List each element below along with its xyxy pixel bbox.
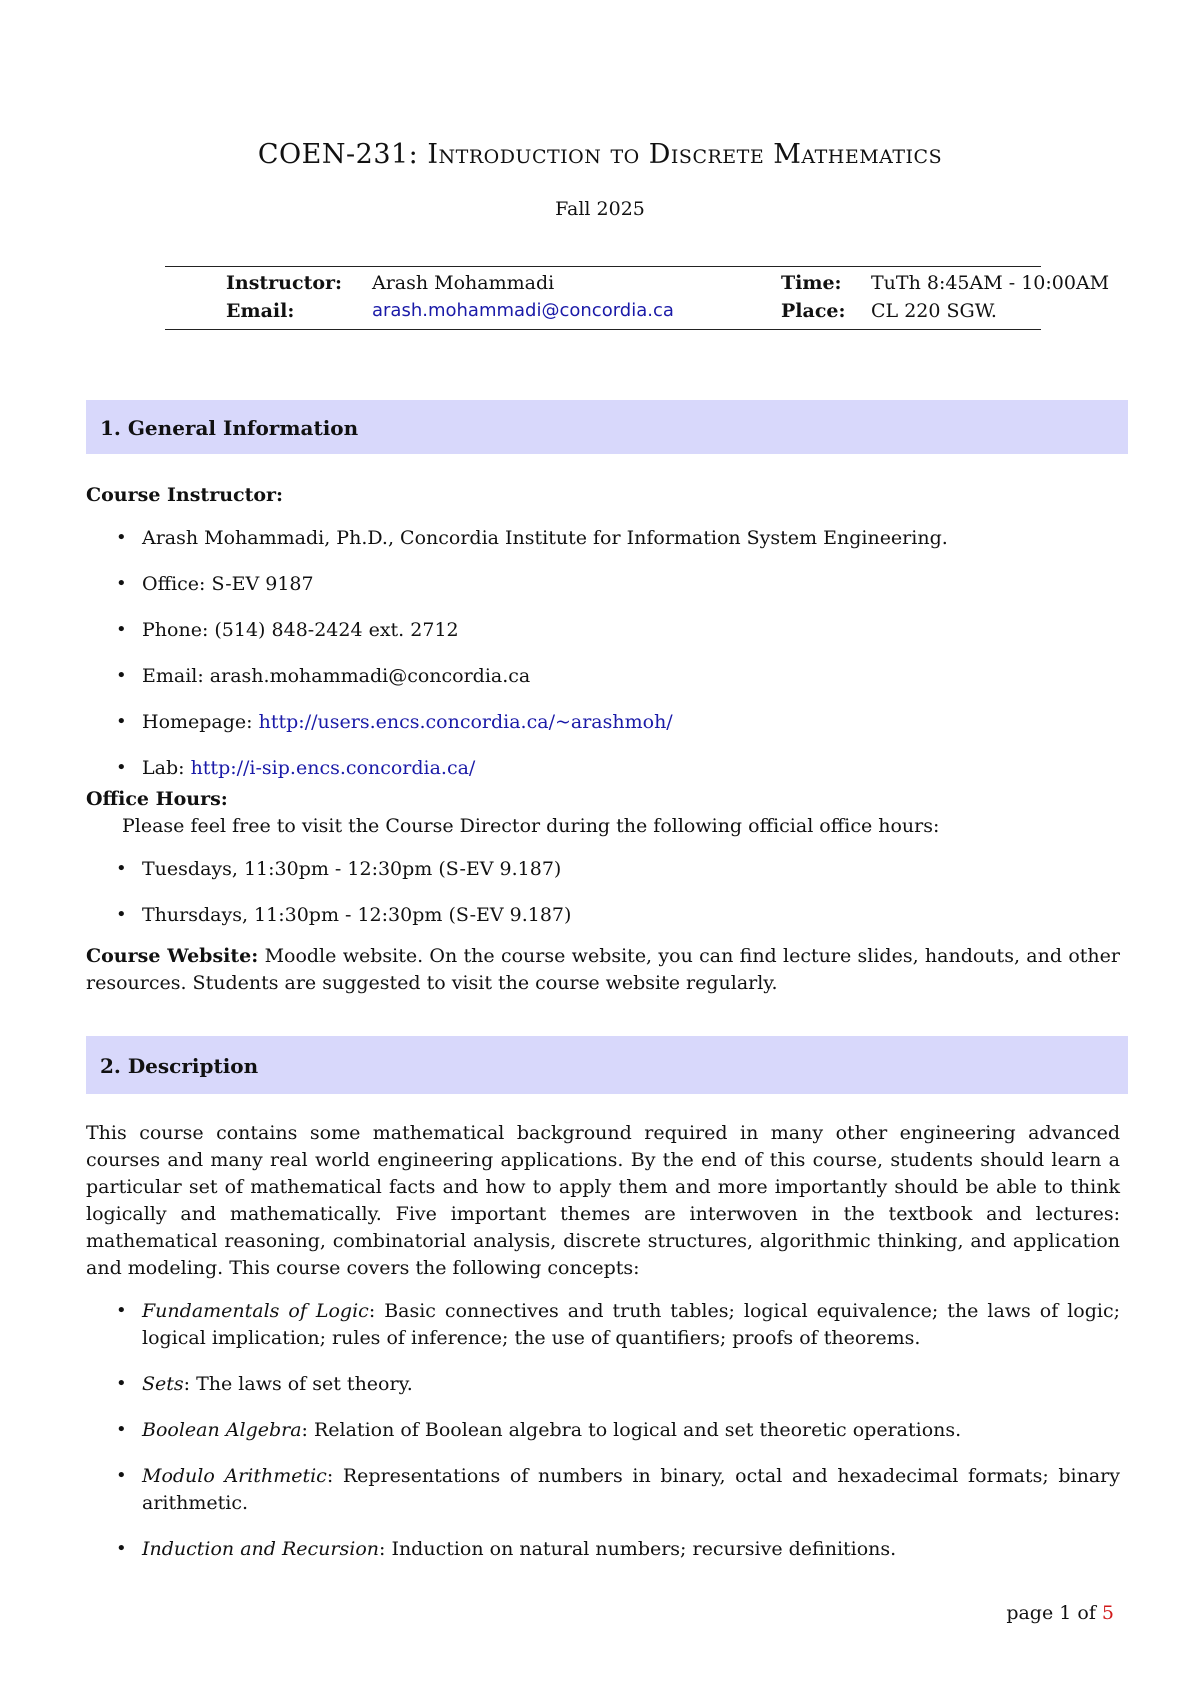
topic-item bbox=[86, 1298, 1120, 1352]
term-label: Fall 2025 bbox=[555, 198, 645, 220]
list-item: • Office: S-EV 9187 bbox=[86, 571, 1120, 598]
description-content bbox=[86, 1120, 1120, 1563]
course-website-paragraph bbox=[86, 943, 1120, 997]
topic-item bbox=[86, 1536, 1120, 1563]
general-info-content bbox=[86, 482, 1120, 997]
page-footer bbox=[1006, 1600, 1114, 1627]
topics-list bbox=[86, 1298, 1120, 1563]
course-website-text: Moodle website. On the course website, you can find lecture slides, handouts, and other resources. Students are suggested to visit the course website regularly. bbox=[86, 944, 1120, 994]
office-hours-heading: Office Hours: bbox=[86, 787, 228, 810]
course-info-table bbox=[165, 266, 1110, 330]
lab-link[interactable]: http://i-sip.encs.concordia.ca/ bbox=[190, 756, 476, 779]
total-pages-link[interactable]: 5 bbox=[1101, 1602, 1114, 1624]
topic-text: : Relation of Boolean algebra to logical and set theoretic operations. bbox=[301, 1418, 962, 1441]
office-hours-list bbox=[86, 856, 1120, 929]
topic-name: Sets bbox=[142, 1372, 184, 1395]
section-header-description bbox=[86, 1036, 1128, 1094]
homepage-label: Homepage: bbox=[142, 710, 253, 733]
topic-name: Fundamentals of Logic bbox=[142, 1299, 369, 1322]
page-number-label: page 1 of bbox=[1006, 1602, 1096, 1624]
list-item: • Tuesdays, 11:30pm - 12:30pm (S-EV 9.187) bbox=[86, 856, 1120, 883]
list-item: • Thursdays, 11:30pm - 12:30pm (S-EV 9.187) bbox=[86, 902, 1120, 929]
topic-text: : Basic connectives and truth tables; logical equivalence; the laws of logic; logical implication; rules of inference; the use of quantifiers; proofs of theorems. bbox=[142, 1299, 1121, 1349]
homepage-link[interactable]: http://users.encs.concordia.ca/~arashmoh/ bbox=[258, 710, 673, 733]
time-value: TuTh 8:45AM - 10:00AM bbox=[871, 272, 1110, 294]
list-item: • Email: arash.mohammadi@concordia.ca bbox=[86, 663, 1120, 690]
section-title: 1. General Information bbox=[100, 416, 359, 440]
email-link[interactable]: arash.mohammadi@concordia.ca bbox=[372, 300, 674, 321]
list-item: • Phone: (514) 848-2424 ext. 2712 bbox=[86, 617, 1120, 644]
topic-item bbox=[86, 1371, 1120, 1398]
section-title: 2. Description bbox=[100, 1054, 259, 1078]
instructor-list bbox=[86, 525, 1120, 782]
office-hours-intro: Please feel free to visit the Course Director during the following official office hours: bbox=[122, 814, 940, 837]
email-label: Email: bbox=[226, 300, 295, 322]
list-item: • Arash Mohammadi, Ph.D., Concordia Institute for Information System Engineering. bbox=[86, 525, 1120, 552]
info-row-email bbox=[165, 298, 1041, 326]
list-item-homepage bbox=[86, 709, 1120, 736]
time-label: Time: bbox=[781, 272, 842, 294]
description-paragraph: This course contains some mathematical background required in many other engineering advanced courses and many real world engineering applications. By the end of this course, students should learn a particular set of mathematical facts and how to apply them and more importantly should be able to think logically and mathematically. Five important themes are interwoven in the textbook and lectures: mathematical reasoning, combinatorial analysis, discrete structures, algorithmic thinking, and application and modeling. This course covers the following concepts: bbox=[86, 1122, 1120, 1279]
topic-name: Induction and Recursion bbox=[142, 1537, 379, 1560]
lab-label: Lab: bbox=[142, 756, 185, 779]
place-value: CL 220 SGW. bbox=[871, 300, 997, 322]
instructor-value: Arash Mohammadi bbox=[372, 272, 555, 294]
place-label: Place: bbox=[781, 300, 846, 322]
info-row-instructor bbox=[165, 270, 1110, 298]
topic-name: Boolean Algebra bbox=[142, 1418, 302, 1441]
topic-text: : Induction on natural numbers; recursive definitions. bbox=[379, 1537, 897, 1560]
course-website-label: Course Website: bbox=[86, 944, 259, 967]
topic-text: : Representations of numbers in binary, octal and hexadecimal formats; binary arithmetic. bbox=[142, 1464, 1120, 1514]
topic-name: Modulo Arithmetic bbox=[142, 1464, 327, 1487]
topic-item bbox=[86, 1417, 1120, 1444]
instructor-label: Instructor: bbox=[226, 272, 343, 294]
list-item-lab bbox=[86, 755, 1120, 782]
section-header-general bbox=[86, 400, 1128, 454]
topic-item bbox=[86, 1463, 1120, 1517]
topic-text: : The laws of set theory. bbox=[183, 1372, 413, 1395]
course-instructor-heading: Course Instructor: bbox=[86, 484, 284, 506]
page-title: COEN-231: Introduction to Discrete Mathematics bbox=[257, 139, 943, 170]
